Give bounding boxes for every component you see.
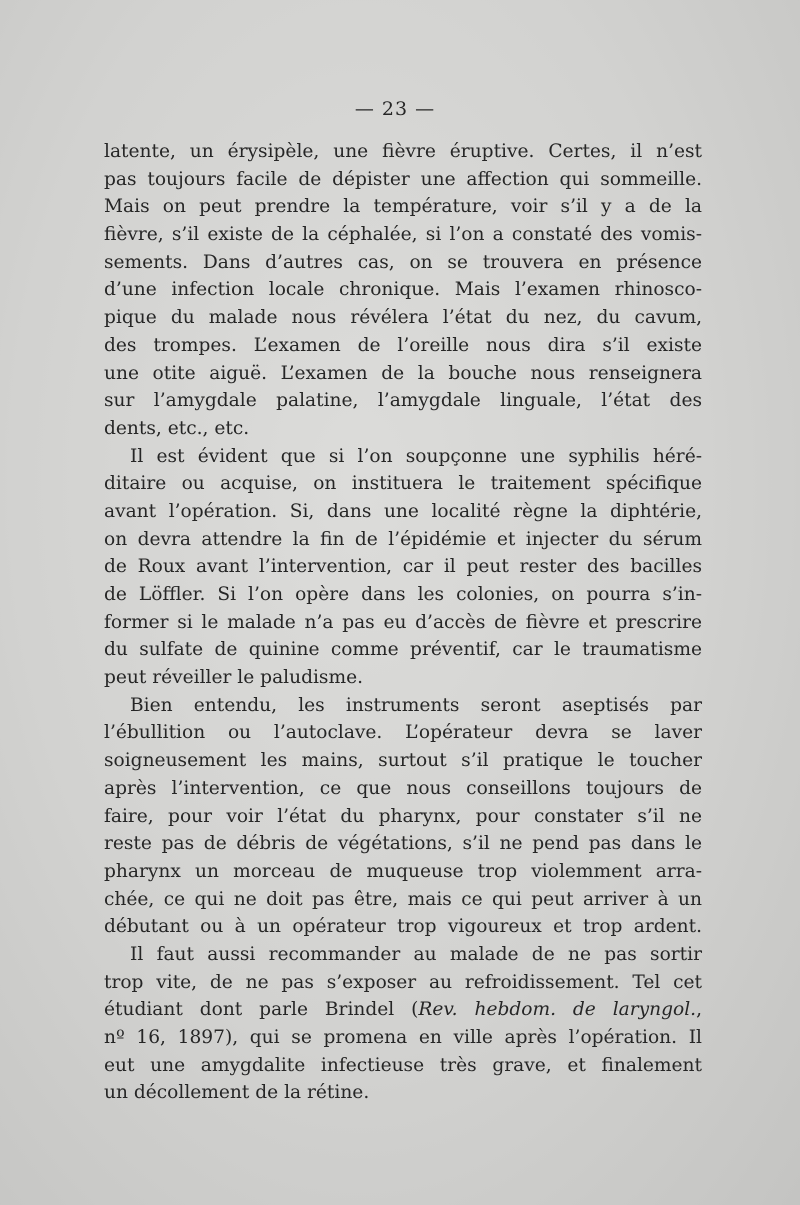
text-line: eut une amygdalite infectieuse très grave, et finalement bbox=[104, 1054, 702, 1076]
text-line: pique du malade nous révélera l’état du nez, du cavum, bbox=[104, 307, 702, 329]
text-line: des trompes. L’examen de l’oreille nous dira s’il existe bbox=[104, 334, 702, 356]
text-line: un décollement de la rétine. bbox=[104, 1082, 370, 1104]
paragraph-2 bbox=[104, 443, 702, 692]
text-line: trop vite, de ne pas s’exposer au refroidissement. Tel cet bbox=[104, 971, 702, 993]
text-line: Bien entendu, les instruments seront aseptisés par bbox=[130, 694, 702, 716]
text-line: former si le malade n’a pas eu d’accès de fièvre et prescrire bbox=[104, 611, 702, 633]
text-line: latente, un érysipèle, une fièvre éruptive. Certes, il n’est bbox=[104, 141, 702, 162]
journal-citation: Rev. hebdom. de laryngol. bbox=[418, 999, 697, 1021]
text-line: l’ébullition ou l’autoclave. L’opérateur devra se laver bbox=[104, 722, 702, 744]
text-line: du sulfate de quinine comme préventif, car le traumatisme bbox=[104, 639, 702, 661]
text-line: après l’intervention, ce que nous conseillons toujours de bbox=[104, 777, 702, 799]
text-line: d’une infection locale chronique. Mais l’examen rhinosco- bbox=[104, 279, 702, 301]
text-line: de Roux avant l’intervention, car il peut rester des bacilles bbox=[104, 556, 702, 578]
text-line: reste pas de débris de végétations, s’il ne pend pas dans le bbox=[104, 833, 702, 855]
text-segment: étudiant dont parle Brindel ( bbox=[104, 999, 419, 1021]
text-line: chée, ce qui ne doit pas être, mais ce qui peut arriver à un bbox=[104, 888, 702, 910]
text-line: peut réveiller le paludisme. bbox=[104, 667, 364, 689]
text-line: débutant ou à un opérateur trop vigoureux et trop ardent. bbox=[104, 916, 702, 938]
body-text bbox=[104, 138, 702, 1107]
text-segment: , bbox=[696, 999, 702, 1021]
text-line: sements. Dans d’autres cas, on se trouvera en présence bbox=[104, 251, 702, 273]
paragraph-3 bbox=[104, 692, 702, 941]
text-line: Il est évident que si l’on soupçonne une syphilis héré- bbox=[130, 445, 702, 467]
text-line: Il faut aussi recommander au malade de ne pas sortir bbox=[130, 943, 702, 965]
paragraph-4 bbox=[104, 941, 702, 1107]
text-line: fièvre, s’il existe de la céphalée, si l’on a constaté des vomis- bbox=[104, 224, 702, 246]
text-line: on devra attendre la fin de l’épidémie et injecter du sérum bbox=[104, 528, 702, 550]
text-line: nº 16, 1897), qui se promena en ville après l’opération. Il bbox=[104, 1027, 702, 1048]
text-line: ditaire ou acquise, on instituera le traitement spécifique bbox=[104, 473, 702, 495]
text-line: de Löffler. Si l’on opère dans les colonies, on pourra s’in- bbox=[104, 584, 702, 605]
text-line: faire, pour voir l’état du pharynx, pour constater s’il ne bbox=[104, 805, 702, 827]
text-line bbox=[104, 996, 702, 1024]
text-line: soigneusement les mains, surtout s’il pratique le toucher bbox=[104, 750, 702, 772]
text-line: pharynx un morceau de muqueuse trop violemment arra- bbox=[104, 860, 702, 882]
text-line: avant l’opération. Si, dans une localité règne la diphtérie, bbox=[104, 500, 702, 522]
paragraph-1 bbox=[104, 138, 702, 443]
page-number: — 23 — bbox=[354, 98, 436, 120]
text-line: dents, etc., etc. bbox=[104, 417, 250, 439]
text-line: Mais on peut prendre la température, voir s’il y a de la bbox=[104, 196, 702, 218]
text-line: pas toujours facile de dépister une affection qui sommeille. bbox=[104, 168, 702, 190]
text-line: sur l’amygdale palatine, l’amygdale linguale, l’état des bbox=[104, 390, 702, 412]
text-line: une otite aiguë. L’examen de la bouche nous renseignera bbox=[104, 362, 702, 384]
